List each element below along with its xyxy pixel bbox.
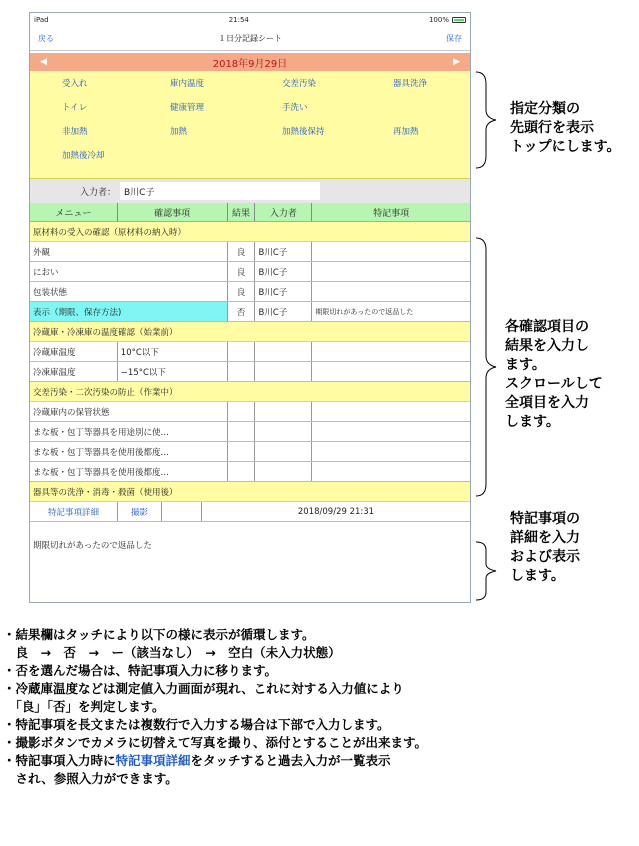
inputter-cell: B川C子 (255, 242, 312, 261)
note-cell[interactable] (312, 362, 470, 381)
check-item: 冷蔵庫内の保管状態 (30, 402, 228, 421)
inputter-row (30, 179, 470, 203)
check-item: におい (30, 262, 228, 281)
navigation-bar (30, 27, 470, 51)
note-cell[interactable] (312, 282, 470, 301)
annotation-results: 各確認項目の 結果を入力し ます。 スクロールして 全項目を入力 します。 (505, 319, 603, 430)
note-cell[interactable] (312, 402, 470, 421)
save-button[interactable]: 保存 (446, 34, 462, 43)
column-header: メニュー (30, 203, 118, 221)
clock: 21:54 (228, 16, 249, 24)
column-header: 入力者 (255, 203, 312, 221)
category-item[interactable]: 加熱後保持 (282, 127, 325, 137)
threshold-value: −15°C以下 (118, 362, 228, 381)
check-item: 冷蔵庫温度 (30, 342, 118, 361)
table-row (30, 262, 470, 282)
category-item[interactable]: 受入れ (62, 79, 88, 89)
inputter-cell: B川C子 (255, 302, 312, 321)
category-item[interactable]: トイレ (62, 103, 88, 113)
table-row (30, 442, 470, 462)
annotation-notes: 特記事項の 詳細を入力 および表示 します。 (510, 511, 580, 584)
table-row (30, 422, 470, 442)
result-cell[interactable] (228, 462, 256, 481)
note-cell[interactable] (312, 442, 470, 461)
result-cell[interactable]: 良 (228, 242, 256, 261)
result-cell[interactable]: 良 (228, 262, 256, 281)
prev-day-icon[interactable]: ◀ (40, 57, 47, 67)
table-header (30, 203, 470, 222)
inputter-cell (255, 462, 312, 481)
inputter-cell: B川C子 (255, 282, 312, 301)
category-item[interactable]: 加熱 (170, 127, 188, 137)
section-header[interactable]: 冷蔵庫・冷凍庫の温度確認（始業前） (30, 322, 470, 342)
category-item[interactable]: 手洗い (282, 103, 308, 113)
inputter-cell (255, 422, 312, 441)
check-item: 外観 (30, 242, 228, 261)
brace-icon (474, 70, 498, 170)
table-row (30, 242, 470, 262)
result-cell[interactable] (228, 442, 256, 461)
note-cell[interactable] (312, 462, 470, 481)
inputter-cell (255, 362, 312, 381)
check-item: まな板・包丁等器具を使用後都度… (30, 462, 228, 481)
memo-textarea[interactable]: 期限切れがあったので返品した (33, 541, 152, 551)
device-label: iPad (34, 16, 49, 24)
category-panel (30, 71, 470, 179)
date-selector (30, 53, 470, 71)
page-title: １日分記録シート (218, 34, 282, 43)
battery-icon (452, 17, 466, 23)
check-item: まな板・包丁等器具を使用後都度… (30, 442, 228, 461)
check-item: 冷凍庫温度 (30, 362, 118, 381)
back-button[interactable]: 戻る (38, 34, 54, 43)
check-item: 表示（期限、保存方法) (30, 302, 228, 321)
ipad-screen (29, 12, 471, 603)
section-header[interactable]: 器具等の洗浄・消毒・殺菌（使用後） (30, 482, 470, 502)
explanation-notes: ・結果欄はタッチにより以下の様に表示が循環します。 良 → 否 → ー（該当なし） → 空白（未入力状態） ・否を選んだ場合は、特記事項入力に移ります。 ・冷蔵庫温度などは測定値入力画面が現れ、これに対する入力値により 「良」「否」を判定します。 ・特記事項を長文または複数行で入力する場合は下部で入力します。 ・撮影ボタンでカメラに切替えて写真を撮り、添付とすることが出来ます。 ・特記事項入力時に特記事項詳細をタッチすると過去入力が一覧表示 され、参照入力ができます。 (3, 627, 428, 786)
brace-icon (474, 236, 498, 498)
result-cell[interactable] (228, 362, 256, 381)
inputter-label: 入力者： (79, 187, 116, 198)
table-row (30, 302, 470, 322)
status-bar (30, 13, 470, 27)
brace-icon (474, 540, 498, 602)
inputter-cell (255, 402, 312, 421)
column-header: 特記事項 (373, 208, 410, 219)
result-cell[interactable]: 良 (228, 282, 256, 301)
threshold-value: 10°C以下 (118, 342, 228, 361)
table-row (30, 342, 470, 362)
note-cell[interactable] (312, 422, 470, 441)
inputter-cell (255, 442, 312, 461)
inputter-cell (255, 342, 312, 361)
category-item[interactable]: 器具洗浄 (393, 79, 428, 89)
result-cell[interactable]: 否 (228, 302, 256, 321)
check-item: まな板・包丁等器具を用途別に使… (30, 422, 228, 441)
note-cell[interactable] (312, 242, 470, 261)
note-detail-button[interactable]: 特記事項詳細 (30, 502, 118, 521)
result-cell[interactable] (228, 342, 256, 361)
result-cell[interactable] (228, 402, 256, 421)
category-item[interactable]: 加熱後冷却 (62, 151, 105, 161)
section-header[interactable]: 原材料の受入の確認（原材料の納入時） (30, 222, 470, 242)
note-cell[interactable] (312, 262, 470, 281)
category-item[interactable]: 非加熱 (62, 127, 88, 137)
column-header: 結果 (228, 203, 256, 221)
inputter-cell: B川C子 (255, 262, 312, 281)
current-date: 2018年9月29日 (212, 58, 288, 70)
check-item: 包装状態 (30, 282, 228, 301)
table-row (30, 282, 470, 302)
category-item[interactable]: 再加熱 (393, 127, 419, 137)
section-header[interactable]: 交差汚染・二次汚染の防止（作業中） (30, 382, 470, 402)
note-cell[interactable] (312, 342, 470, 361)
category-item[interactable]: 庫内温度 (170, 79, 205, 89)
table-row (30, 362, 470, 382)
record-timestamp: 2018/09/29 21:31 (297, 506, 375, 517)
inputter-field[interactable]: B川C子 (120, 182, 320, 200)
photo-button[interactable]: 撮影 (118, 502, 162, 521)
table-row (30, 402, 470, 422)
table-row (30, 462, 470, 482)
category-item[interactable]: 交差汚染 (282, 79, 317, 89)
battery-percent: 100% (428, 16, 449, 24)
category-item[interactable]: 健康管理 (170, 103, 205, 113)
result-cell[interactable] (228, 422, 256, 441)
next-day-icon[interactable]: ▶ (453, 57, 460, 67)
note-cell[interactable]: 期限切れがあったので返品した (315, 307, 414, 316)
detail-toolbar (30, 502, 470, 522)
annotation-category: 指定分類の 先頭行を表示 トップにします。 (510, 101, 621, 155)
column-header: 確認事項 (118, 203, 228, 221)
empty-cell (162, 502, 202, 521)
